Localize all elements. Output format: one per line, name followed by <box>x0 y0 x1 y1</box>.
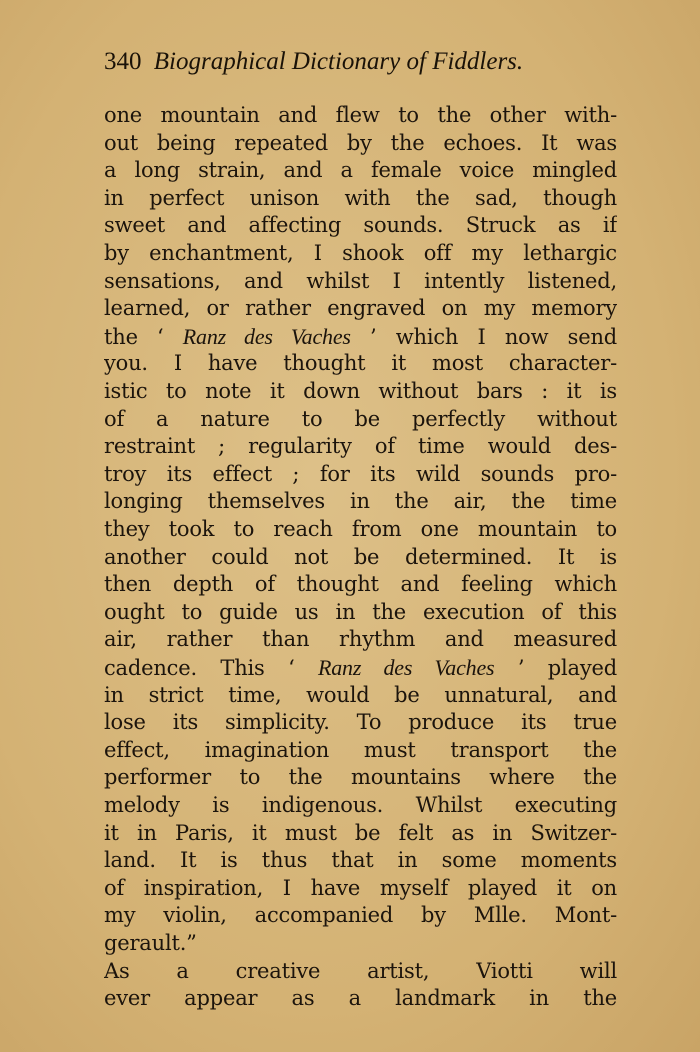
text-line: in perfect unison with the sad, though <box>104 185 617 210</box>
text-line: sweet and affecting sounds. Struck as if <box>104 213 617 238</box>
text-line: it in Paris, it must be felt as in Switzer- <box>104 820 617 845</box>
text-line: a long strain, and a female voice mingled <box>104 158 617 183</box>
text-line: effect, imagination must transport the <box>104 737 617 762</box>
text-line: As a creative artist, Viotti will <box>104 958 617 983</box>
text-line: of a nature to be perfectly without <box>104 406 617 431</box>
text-line: then depth of thought and feeling which <box>104 572 617 597</box>
running-header <box>104 46 523 78</box>
text-line: longing themselves in the air, the time <box>104 489 617 514</box>
text-line: performer to the mountains where the <box>104 765 617 790</box>
text-line: land. It is thus that in some moments <box>104 848 617 873</box>
text-line: lose its simplicity. To produce its true <box>104 710 617 735</box>
text-line: learned, or rather engraved on my memory <box>104 296 617 321</box>
text-line: cadence. This ‘ Ranz des Vaches ’ played <box>104 655 617 680</box>
text-line: another could not be determined. It is <box>104 544 617 569</box>
text-line: ever appear as a landmark in the <box>104 986 617 1011</box>
text-line: my violin, accompanied by Mlle. Mont- <box>104 903 617 928</box>
text-line: in strict time, would be unnatural, and <box>104 682 617 707</box>
text-line: melody is indigenous. Whilst executing <box>104 793 617 817</box>
text-line: troy its effect ; for its wild sounds pro- <box>104 461 617 486</box>
page-number: 340 <box>104 48 142 75</box>
running-title: Biographical Dictionary of Fiddlers. <box>153 48 524 75</box>
text-line: restraint ; regularity of time would des- <box>104 434 617 459</box>
text-line: they took to reach from one mountain to <box>104 517 617 541</box>
text-line: air, rather than rhythm and measured <box>104 627 617 652</box>
text-line: by enchantment, I shook off my lethargic <box>104 241 617 265</box>
text-line: one mountain and flew to the other with- <box>104 103 617 127</box>
text-line: gerault.” <box>104 931 197 955</box>
text-line: out being repeated by the echoes. It was <box>104 130 617 155</box>
text-line: you. I have thought it most character- <box>104 351 617 376</box>
text-line: sensations, and whilst I intently listened, <box>104 268 617 293</box>
text-line: the ‘ Ranz des Vaches ’ which I now send <box>104 323 617 349</box>
text-line: of inspiration, I have myself played it on <box>104 875 617 900</box>
text-line: ought to guide us in the execution of this <box>104 599 617 624</box>
text-line: istic to note it down without bars : it is <box>104 379 617 403</box>
